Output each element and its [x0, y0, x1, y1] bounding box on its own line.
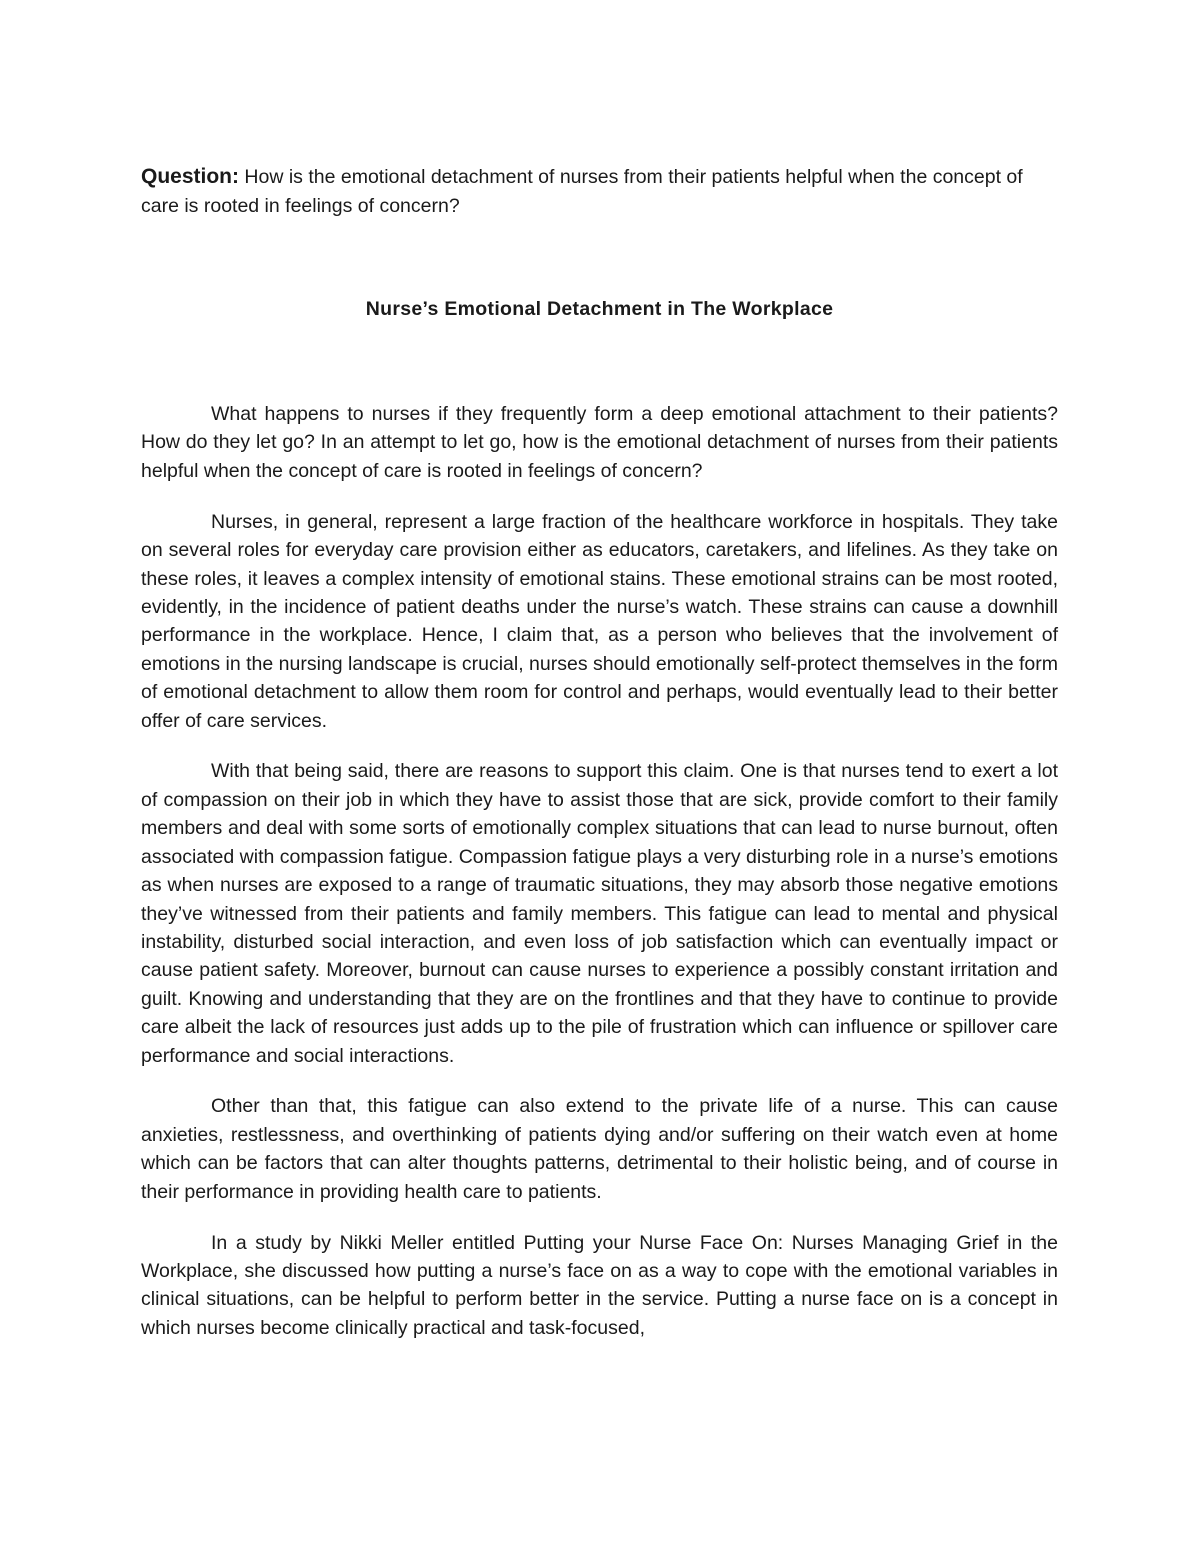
essay-title: Nurse’s Emotional Detachment in The Workplace: [365, 298, 834, 320]
question: [141, 163, 1058, 220]
paragraph-3: With that being said, there are reasons to support this claim. One is that nurses tend to exert a lot of compassion on their job in which they have to assist those that are sick, provide comfort to their family members and deal with some sorts of emotionally complex situations that can lead to nurse burnout, often associated with compassion fatigue. Compassion fatigue plays a very disturbing role in a nurse’s emotions as when nurses are exposed to a range of traumatic situations, they may absorb those negative emotions they’ve witnessed from their patients and family members. This fatigue can lead to mental and physical instability, disturbed social interaction, and even loss of job satisfaction which can eventually impact or cause patient safety. Moreover, burnout can cause nurses to experience a possibly constant irritation and guilt. Knowing and understanding that they are on the frontlines and that they have to continue to provide care albeit the lack of resources just adds up to the pile of frustration which can influence or spillover care performance and social interactions.: [141, 760, 1058, 1067]
paragraph-4: Other than that, this fatigue can also extend to the private life of a nurse. This can cause anxieties, restlessness, and overthinking of patients dying and/or suffering on their watch even at home which can be factors that can alter thoughts patterns, detrimental to their holistic being, and of course in their performance in providing health care to patients.: [141, 1095, 1058, 1203]
essay-body: [141, 400, 1058, 1365]
paragraph-2: Nurses, in general, represent a large fraction of the healthcare workforce in hospitals. They take on several roles for everyday care provision either as educators, caretakers, and lifelines. As they take on these roles, it leaves a complex intensity of emotional stains. These emotional strains can be most rooted, evidently, in the incidence of patient deaths under the nurse’s watch. These strains can cause a downhill performance in the workplace. Hence, I claim that, as a person who believes that the involvement of emotions in the nursing landscape is crucial, nurses should emotionally self-protect themselves in the form of emotional detachment to allow them room for control and perhaps, would eventually lead to their better offer of care services.: [141, 510, 1058, 732]
paragraph-5: In a study by Nikki Meller entitled Putting your Nurse Face On: Nurses Managing Grief in the Workplace, she discussed how putting a nurse’s face on as a way to cope with the emotional variables in clinical situations, can be helpful to perform better in the service. Putting a nurse face on is a concept in which nurses become clinically practical and task-focused,: [141, 1231, 1058, 1339]
paragraph-1: What happens to nurses if they frequently form a deep emotional attachment to their patients? How do they let go? In an attempt to let go, how is the emotional detachment of nurses from their patients helpful when the concept of care is rooted in feelings of concern?: [141, 403, 1058, 482]
document-page: [141, 163, 1058, 1339]
question-label: Question:: [141, 165, 239, 188]
question-text: How is the emotional detachment of nurses from their patients helpful when the concept of care is rooted in feelings of concern?: [141, 166, 1023, 217]
